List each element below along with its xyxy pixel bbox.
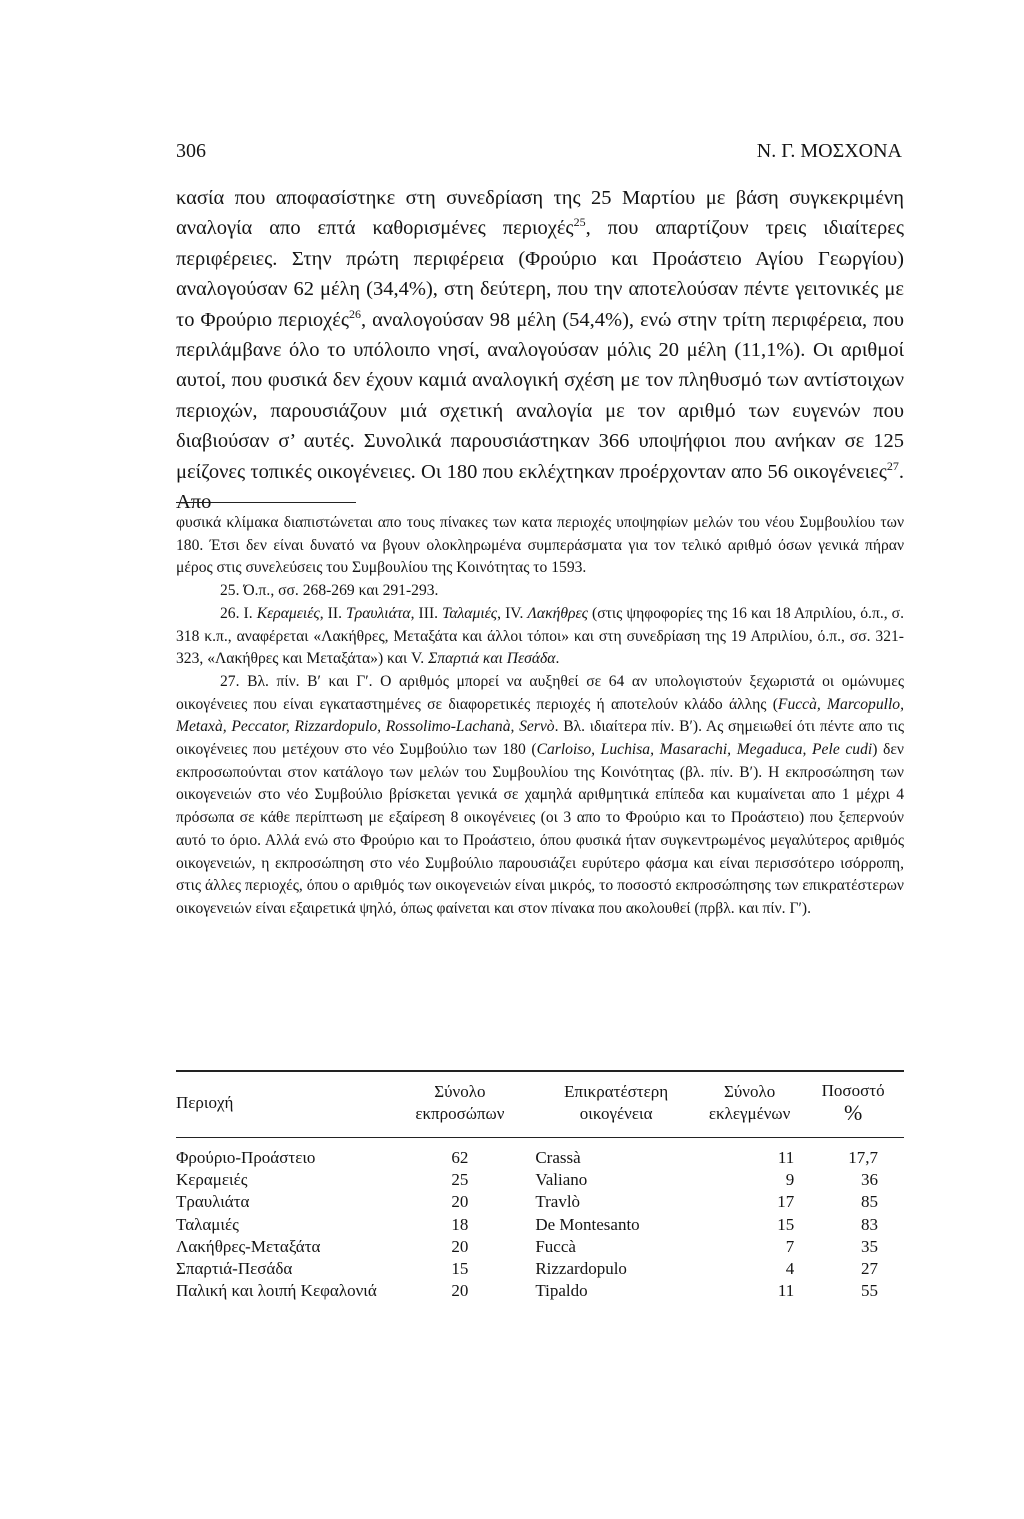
cell-region: Σπαρτιά-Πεσάδα	[176, 1259, 293, 1279]
header-percentage	[802, 1071, 904, 1138]
cell-pct: 83	[861, 1214, 878, 1234]
body-text-part-3: , αναλογούσαν 98 μέλη (54,4%), ενώ στην τρίτη περιφέρεια, που περιλάμβανε όλο το υπόλοιπο νησί, αναλογούσαν μόλις 20 μέλη (11,1%). Οι αριθμοί αυτοί, που φυσικά δεν έχουν καμιά αναλογική σχέση με τον πληθυσμό των αντίστοιχων περιοχών, παρουσιάζουν μιά σχετική αναλογία με τον αριθμό των ευγενών που διαβιούσαν σ’ αυτές. Συνολικά παρουσιάστηκαν 366 υποψήφιοι που ανήκαν σε 125 μείζονες τοπικές οικογένειες. Οι 180 που εκλέχτηκαν προέρχονταν απο 56 οικογένειες	[176, 308, 904, 483]
cell-elected: 4	[785, 1259, 795, 1279]
table-row	[176, 1258, 904, 1280]
cell-region: Φρούριο-Προάστειο	[176, 1148, 316, 1167]
cell-total: 20	[451, 1281, 469, 1301]
representation-table	[176, 1070, 904, 1302]
table-row	[176, 1214, 904, 1236]
page-number: 306	[176, 140, 206, 162]
fn27-families-1: Fuccà, Marcopullo, Metaxà, Peccator, Rizzardopulo, Rossolimo-Lachanà, Servò	[176, 695, 904, 736]
table-row	[176, 1280, 904, 1302]
footnote-ref-25: 25	[573, 215, 586, 230]
fn27-text: . Βλ. ιδιαίτερα πίν. Β′). Ας σημειωθεί ότι πέντε απο τις οικογένειες που μετέχουν στο νέο Συμβούλιο των 180 (	[176, 718, 904, 759]
footnote-25: 25. Ό.π., σσ. 268-269 και 291-293.	[220, 582, 439, 600]
cell-family: Rizzardopulo	[535, 1259, 627, 1279]
cell-pct: 27	[861, 1259, 878, 1279]
cell-total: 62	[451, 1148, 469, 1167]
header-total-reps	[392, 1071, 527, 1138]
fn26-text: (στις ψηφοφορίες της 16 και 18 Απριλίου, ό.π., σ. 318 κ.π., αναφέρεται «Λακήθρες, Μεταξάτα και άλλοι τόποι» και στη συνεδρίαση της 19 Απριλίου, ό.π., σσ. 321-323, «Λακήθρες και Μεταξάτα») και V.	[176, 604, 904, 668]
cell-elected: 11	[777, 1148, 795, 1167]
cell-family: Fuccà	[535, 1236, 576, 1256]
header-elected-line2: εκλεγμένων	[708, 1104, 791, 1123]
footnote-ref-27: 27	[886, 458, 899, 473]
cell-pct: 17,7	[848, 1148, 878, 1167]
cell-family: Crassà	[535, 1148, 581, 1167]
footnote-ref-26: 26	[348, 306, 361, 321]
header-total-reps-line1: Σύνολο	[434, 1082, 486, 1101]
fn26-region-3: Ταλαμιές	[442, 604, 498, 622]
fn26-region-5: Σπαρτιά και Πεσάδα	[428, 650, 556, 668]
cell-family: Tipaldo	[535, 1281, 588, 1301]
footnote-27	[176, 671, 904, 921]
cell-elected: 7	[785, 1236, 795, 1256]
fn26-text: .	[555, 650, 560, 668]
header-dominant-line1: Επικρατέστερη	[564, 1082, 669, 1101]
cell-region: Ταλαμιές	[176, 1214, 239, 1234]
footnote-continuation: φυσικά κλίμακα διαπιστώνεται απο τους πίνακες των κατα περιοχές υποψηφίων μελών του νέου Συμβουλίου των 180. Έτσι δεν είναι δυνατό να βγουν ολοκληρωμένα συμπεράσματα για τον τελικό αριθμό όσων γενικά πήραν μέρος στις συνελεύσεις του Συμβουλίου της Κοινότητας το 1593.	[176, 514, 904, 577]
cell-family: Valiano	[535, 1170, 588, 1190]
page-header	[176, 140, 902, 163]
header-pct-line1: Ποσοστό	[821, 1081, 885, 1100]
body-text-part-4: . Απο	[176, 460, 904, 514]
cell-region: Τραυλιάτα	[176, 1192, 250, 1212]
footnote-26	[176, 603, 904, 671]
cell-pct: 85	[861, 1192, 878, 1212]
fn27-text: 27. Βλ. πίν. Β′ και Γ′. Ο αριθμός μπορεί να αυξηθεί σε 64 αν υπολογιστούν ξεχωριστά οι ομώνυμες οικογένειες που είναι εγκαταστημένες σε διαφορετικές περιοχές ή αποτελούν κλάδο άλλης (	[176, 672, 904, 713]
fn27-text: ) δεν εκπροσωπούνται στον κατάλογο των μελών του Συμβουλίου της Κοινότητας (βλ. πίν. Β′). Η εκπροσώπηση των οικογενειών στο νέο Συμβούλιο βρίσκεται γενικά σε χαμηλά αριθμητικά επίπεδα και κυμαίνεται απο 1 μέχρι 4 πρόσωπα σε κάθε περίπτωση με εξαίρεση 8 οικογένειες (οι 3 απο το Φρούριο και το Προάστειο) που ξεπερνούν αυτό το όριο. Αλλά ενώ στο Φρούριο και το Προάστειο, όπου φυσικά ήταν συγκεντρωμένος μεγαλύτερος αριθμός οικογενειών, η εκπροσώπηση στο νέο Συμβούλιο παρουσιάζει ευρύτερο φάσμα και είναι περισσότερο ισόρροπη, στις άλλες περιοχές, όπου ο αριθμός των οικογενειών είναι μικρός, το ποσοστό εκπροσώπησης των επικρατέστερων οικογενειών είναι εξαιρετικά ψηλό, όπως φαίνεται και στον πίνακα που ακολουθεί (πρβλ. και πίν. Γ′).	[176, 741, 904, 917]
cell-elected: 9	[785, 1170, 795, 1190]
fn26-text: , III.	[410, 604, 443, 622]
cell-total: 15	[451, 1259, 469, 1279]
cell-pct: 55	[861, 1281, 878, 1301]
fn27-families-2: Carloiso, Luchisa, Masarachi, Megaduca, Pele cudi	[536, 741, 873, 759]
cell-region: Παλική και λοιπή Κεφαλονιά	[176, 1281, 377, 1301]
table-row	[176, 1191, 904, 1213]
cell-total: 20	[451, 1192, 469, 1212]
fn26-text: 26. I.	[220, 604, 257, 622]
cell-pct: 35	[861, 1236, 878, 1256]
cell-total: 20	[451, 1236, 469, 1256]
table-row	[176, 1138, 904, 1170]
fn26-region-4: Λακήθρες	[527, 604, 588, 622]
fn26-region-2: Τραυλιάτα	[346, 604, 411, 622]
body-text-part-2: , που απαρτίζουν τρεις ιδιαίτερες περιφέρειες. Στην πρώτη περιφέρεια (Φρούριο και Προάστειο Αγίου Γεωργίου) αναλογούσαν 62 μέλη (34,4%), στη δεύτερη, που την αποτελούσαν πέντε γειτονικές με το Φρούριο περιοχές	[176, 217, 904, 331]
header-region-label: Περιοχή	[176, 1093, 234, 1112]
header-dominant-line2: οικογένεια	[579, 1104, 653, 1123]
header-total-elected	[697, 1071, 802, 1138]
footnote-separator	[176, 502, 356, 503]
cell-total: 18	[451, 1214, 469, 1234]
cell-family: De Montesanto	[535, 1214, 640, 1234]
fn26-region-1: Κεραμειές	[256, 604, 320, 622]
header-total-reps-line2: εκπροσώπων	[415, 1104, 505, 1123]
running-head-author: Ν. Γ. ΜΟΣΧΟΝΑ	[756, 140, 902, 162]
header-dominant-family	[527, 1071, 697, 1138]
header-pct-line2: %	[843, 1100, 863, 1125]
cell-pct: 36	[861, 1170, 878, 1190]
cell-total: 25	[451, 1170, 469, 1190]
cell-region: Λακήθρες-Μεταξάτα	[176, 1236, 321, 1256]
footnotes	[176, 512, 904, 921]
table-row	[176, 1169, 904, 1191]
cell-elected: 15	[777, 1214, 795, 1234]
table-header-row	[176, 1071, 904, 1138]
header-elected-line1: Σύνολο	[723, 1082, 776, 1101]
cell-elected: 11	[777, 1281, 795, 1301]
cell-family: Travlò	[535, 1192, 581, 1212]
body-text-part-1: κασία που αποφασίστηκε στη συνεδρίαση της 25 Μαρτίου με βάση συγκεκριμένη αναλογία απο επτά καθορισμένες περιοχές	[176, 187, 904, 240]
table-row	[176, 1236, 904, 1258]
cell-region: Κεραμειές	[176, 1170, 248, 1190]
cell-elected: 17	[777, 1192, 795, 1212]
fn26-text: , II.	[319, 604, 347, 622]
body-paragraph	[176, 183, 904, 517]
fn26-text: , IV.	[497, 604, 528, 622]
header-region	[176, 1071, 392, 1138]
